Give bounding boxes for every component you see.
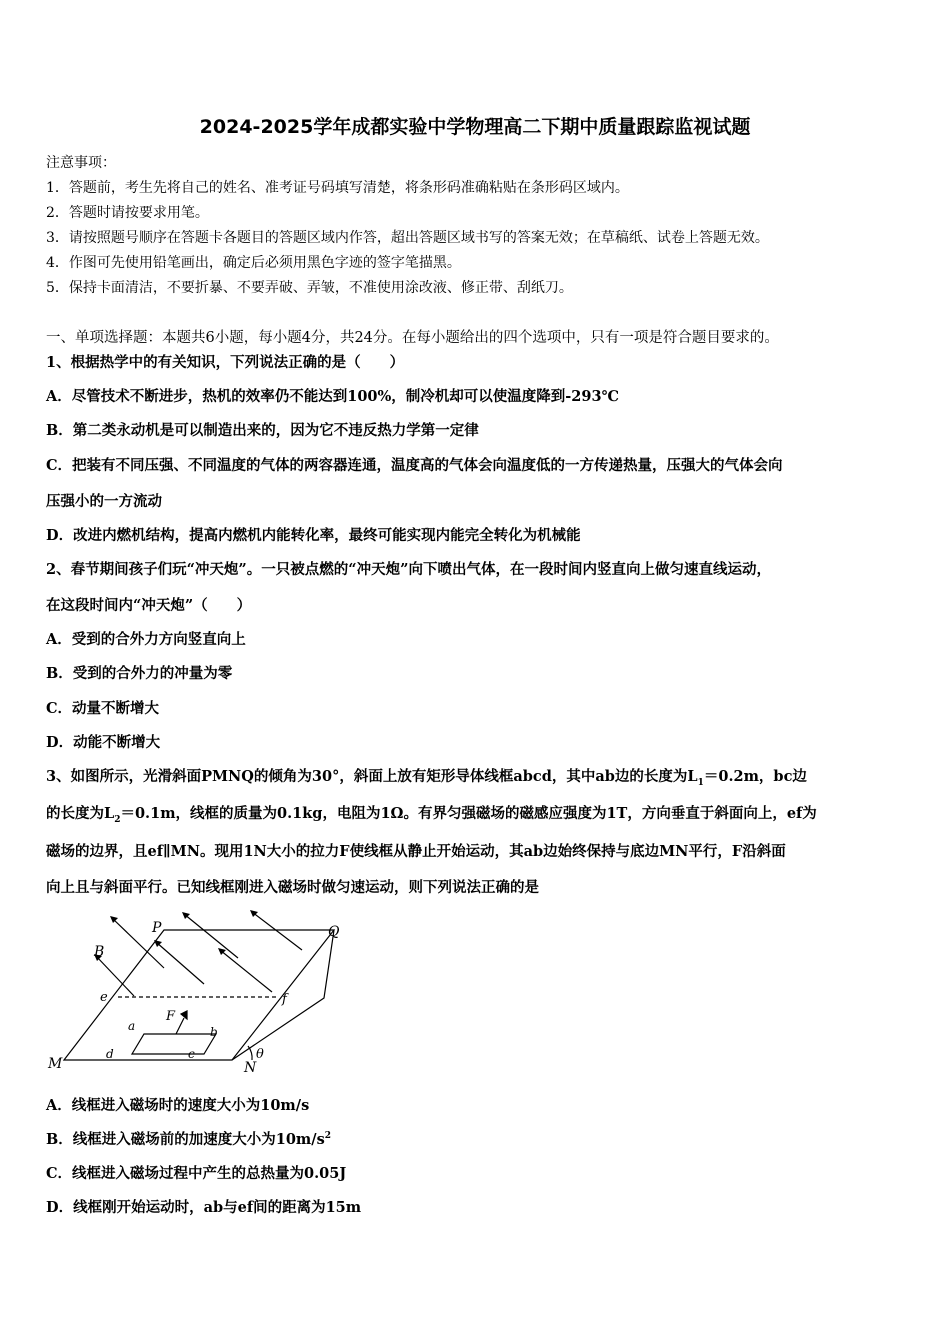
label-F: F [166, 1009, 176, 1024]
force-arrowhead [181, 1011, 187, 1019]
label-Q: Q [328, 924, 340, 940]
q2-option-c: C．动量不断增大 [46, 700, 160, 717]
q1-option-c-cont: 压强小的一方流动 [46, 493, 162, 510]
q3-option-b-text: B．线框进入磁场前的加速度大小为10m/s [46, 1131, 325, 1148]
q3-stem-2a: 的长度为L [46, 805, 115, 822]
field-line-6 [252, 912, 302, 950]
q2-option-d: D．动能不断增大 [46, 734, 161, 751]
label-c: c [188, 1047, 195, 1061]
label-d: d [106, 1047, 114, 1061]
frame-abcd [132, 1034, 216, 1054]
q1-option-c: C．把装有不同压强、不同温度的气体的两容器连通，温度高的气体会向温度低的一方传递热量，压强大的气体会向 [46, 457, 783, 474]
label-b: b [210, 1025, 218, 1039]
q3-stem-1a: 3、如图所示，光滑斜面PMNQ的倾角为30°，斜面上放有矩形导体线框abcd，其中ab边的长度为L [46, 768, 698, 785]
q3-option-b-sup: 2 [324, 1131, 331, 1142]
notice-item-3: 3．请按照题号顺序在答题卡各题目的答题区域内作答，超出答题区域书写的答案无效；在草稿纸、试卷上答题无效。 [46, 230, 769, 246]
q3-stem-1-sub: 1 [697, 777, 704, 788]
label-N: N [244, 1060, 257, 1076]
q3-stem-line-3: 磁场的边界，且ef∥MN。现用1N大小的拉力F使线框从静止开始运动，其ab边始终保持与底边MN平行，F沿斜面 [46, 843, 786, 860]
field-line-5 [220, 950, 272, 992]
q1-option-a: A．尽管技术不断进步，热机的效率仍不能达到100%，制冷机却可以使温度降到-293℃ [46, 388, 619, 405]
q2-option-b: B．受到的合外力的冲量为零 [46, 665, 233, 682]
label-a: a [128, 1019, 136, 1033]
incline-diagram [44, 908, 354, 1078]
q2-stem-cont: 在这段时间内“冲天炮”（ ） [46, 597, 252, 614]
notice-item-2: 2．答题时请按要求用笔。 [46, 205, 209, 221]
q2-option-a: A．受到的合外力方向竖直向上 [46, 631, 246, 648]
field-line-3 [156, 942, 204, 984]
notice-item-4: 4．作图可先使用铅笔画出，确定后必须用黑色字迹的签字笔描黑。 [46, 255, 461, 271]
q3-option-c: C．线框进入磁场过程中产生的总热量为0.05J [46, 1165, 347, 1182]
q1-option-b: B．第二类永动机是可以制造出来的，因为它不违反热力学第一定律 [46, 422, 479, 439]
notice-heading: 注意事项： [46, 155, 116, 171]
q3-stem-1b: ＝0.2m，bc边 [703, 768, 807, 785]
label-e: e [100, 990, 108, 1005]
label-B: B [94, 944, 105, 960]
q3-stem-2-sub: 2 [114, 814, 121, 825]
q1-stem: 1、根据热学中的有关知识，下列说法正确的是（ ） [46, 354, 405, 371]
field-line-4 [184, 914, 238, 958]
force-arrow [176, 1018, 184, 1034]
label-theta: θ [256, 1047, 264, 1062]
q3-option-b [46, 1128, 331, 1149]
q3-stem-line-2 [46, 802, 817, 825]
page-title: 2024-2025学年成都实验中学物理高二下期中质量跟踪监视试题 [199, 116, 751, 138]
q3-stem-2b: ＝0.1m，线框的质量为0.1kg，电阻为1Ω。有界匀强磁场的磁感应强度为1T，方向垂直于斜面向上，ef为 [120, 805, 817, 822]
notice-item-5: 5．保持卡面清洁，不要折暴、不要弄破、弄皱，不准使用涂改液、修正带、刮纸刀。 [46, 280, 573, 296]
notice-item-1: 1．答题前，考生先将自己的姓名、准考证号码填写清楚，将条形码准确粘贴在条形码区域内。 [46, 180, 629, 196]
q3-stem-line-4: 向上且与斜面平行。已知线框刚进入磁场时做匀速运动，则下列说法正确的是 [46, 879, 539, 896]
section-heading: 一、单项选择题：本题共6小题，每小题4分，共24分。在每小题给出的四个选项中，只有一项是符合题目要求的。 [46, 330, 779, 346]
q2-stem: 2、春节期间孩子们玩“冲天炮”。一只被点燃的“冲天炮”向下喷出气体，在一段时间内竖直向上做匀速直线运动， [46, 561, 771, 578]
q1-option-d: D．改进内燃机结构，提高内燃机内能转化率，最终可能实现内能完全转化为机械能 [46, 527, 581, 544]
label-M: M [48, 1056, 63, 1072]
q3-option-d: D．线框刚开始运动时，ab与ef间的距离为15m [46, 1199, 362, 1216]
q3-stem-line-1 [46, 765, 807, 788]
label-P: P [152, 920, 162, 936]
q3-option-a: A．线框进入磁场时的速度大小为10m/s [46, 1097, 310, 1114]
label-f: f [282, 992, 287, 1007]
